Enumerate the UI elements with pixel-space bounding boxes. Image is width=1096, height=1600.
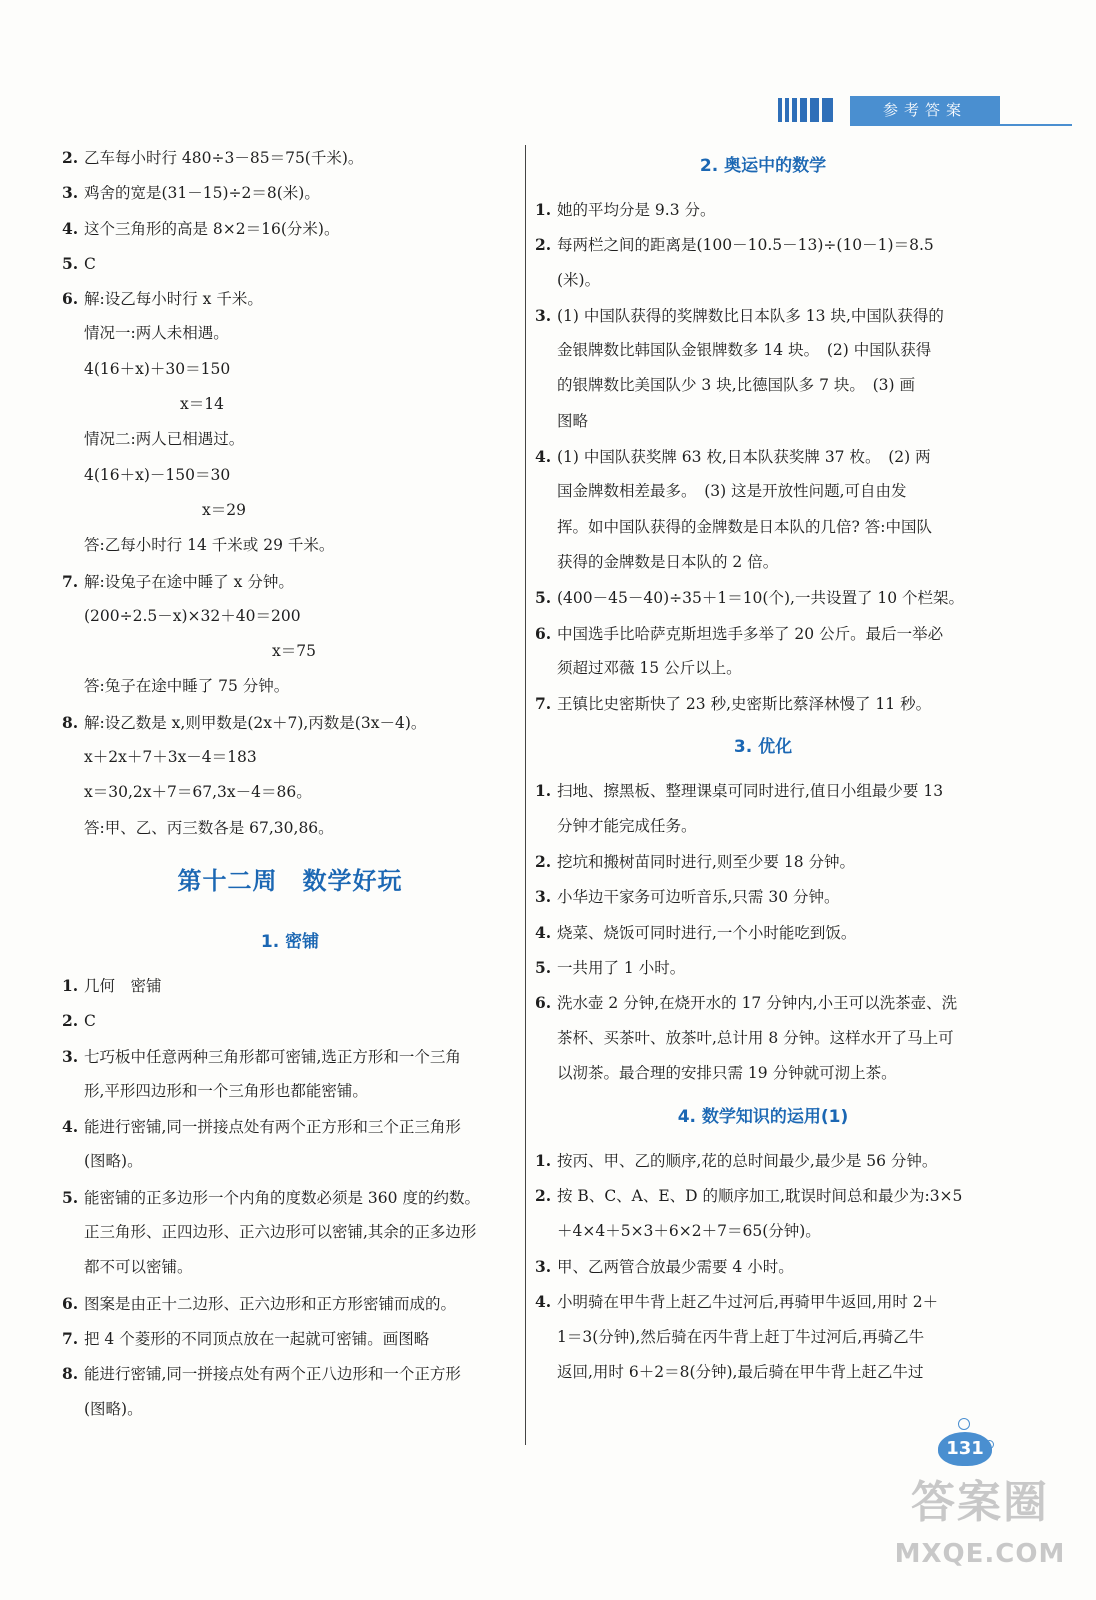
answer-item [62,281,518,316]
answer-line [62,458,518,493]
answer-item [62,968,518,1003]
item-text: 4(16＋x)＋30＝150 [84,359,231,378]
item-text: 她的平均分是 9.3 分。 [557,201,716,219]
item-number: 7. [62,571,79,591]
item-text: 都不可以密铺。 [84,1258,193,1277]
item-number: 2. [535,235,552,255]
item-number: 4. [62,1117,79,1137]
answer-item [62,1003,518,1038]
item-number: 6. [535,993,552,1013]
item-text: 甲、乙两管合放最少需要 4 小时。 [557,1258,794,1277]
answer-line [62,1074,518,1109]
item-text: 国金牌数相差最多。 (3) 这是开放性问题,可自由发 [557,482,907,501]
item-text: 挥。如中国队获得的金牌数是日本队的几倍? 答:中国队 [557,517,932,536]
item-text: 王镇比史密斯快了 23 秒,史密斯比蔡泽林慢了 11 秒。 [557,695,932,714]
answer-line [535,1320,991,1355]
item-number: 1. [535,1151,552,1171]
header-label: 参考答案 [850,96,1000,124]
item-number: 5. [535,588,552,608]
left-column [62,140,518,1427]
item-number: 7. [62,1328,79,1348]
answer-line [535,1355,991,1390]
answer-item [62,1109,518,1144]
answer-item [535,1178,991,1213]
answer-item [535,192,991,227]
item-text: 的银牌数比美国队少 3 块,比德国队多 7 块。 (3) 画 [557,376,915,395]
item-number: 1. [535,781,552,801]
answer-line [535,809,991,844]
right-column [535,140,991,1390]
item-text: x＝75 [272,642,316,661]
answer-line [535,474,991,509]
answer-item [62,1180,518,1215]
item-text: x＝29 [202,500,246,519]
item-number: 1. [535,200,552,219]
item-text: 乙车每小时行 480÷3－85＝75(千米)。 [84,149,364,167]
item-number: 8. [62,712,79,732]
item-text: C [84,1012,96,1031]
answer-line [62,775,518,810]
item-number: 5. [62,253,79,273]
item-number: 8. [62,1364,79,1384]
item-text: (400－45－40)÷35＋1＝10(个),一共设置了 10 个栏架。 [557,589,965,608]
item-text: 解:设乙数是 x,则甲数是(2x＋7),丙数是(3x－4)。 [84,713,427,732]
item-number: 3. [62,1046,79,1066]
bubble-icon [958,1418,970,1430]
item-text: 鸡舍的宽是(31－15)÷2＝8(米)。 [84,184,320,203]
answer-line [535,368,991,403]
item-text: 情况二:两人已相遇过。 [84,430,245,449]
answer-item [535,580,991,615]
answer-item [535,1284,991,1319]
answer-line [535,1056,991,1091]
item-text: 按丙、甲、乙的顺序,花的总时间最少,最少是 56 分钟。 [557,1152,938,1171]
item-text: 形,平形四边形和一个三角形也都能密铺。 [84,1081,368,1100]
item-text: ＋4×4＋5×3＋6×2＋7＝65(分钟)。 [557,1221,821,1240]
item-text: 返回,用时 6＋2＝8(分钟),最后骑在甲牛背上赶乙牛过 [557,1362,924,1381]
header-stripes [778,98,833,122]
answer-line [62,669,518,704]
answer-line [535,545,991,580]
item-text: (1) 中国队获得的奖牌数比日本队多 13 块,中国队获得的 [557,306,944,325]
page-number: 131 [938,1432,992,1466]
answer-line [62,1250,518,1285]
item-text: 情况一:两人未相遇。 [84,324,229,343]
answer-line [535,651,991,686]
answer-line [62,387,518,422]
answer-line [62,740,518,775]
answer-item [535,773,991,808]
item-text: 七巧板中任意两种三角形都可密铺,选正方形和一个三角 [84,1047,461,1066]
item-text: 中国选手比哈萨克斯坦选手多举了 20 公斤。最后一举必 [557,624,944,643]
answer-line [62,634,518,669]
item-text: 把 4 个菱形的不同顶点放在一起就可密铺。画图略 [84,1329,430,1348]
item-text: 获得的金牌数是日本队的 2 倍。 [557,552,779,571]
item-text: 金银牌数比韩国队金银牌数多 14 块。 (2) 中国队获得 [557,341,932,360]
answer-item [62,246,518,281]
answer-line [535,1021,991,1056]
answer-item [535,915,991,950]
answer-line [535,510,991,545]
answer-item [62,564,518,599]
answer-item [62,1286,518,1321]
item-text: 解:设兔子在途中睡了 x 分钟。 [84,572,294,591]
answer-item [535,1143,991,1178]
item-text: x＋2x＋7＋3x－4＝183 [84,748,257,767]
answer-item [62,140,518,175]
item-text: 挖坑和搬树苗同时进行,则至少要 18 分钟。 [557,853,856,872]
answer-line [62,1392,518,1427]
item-text: 答:兔子在途中睡了 75 分钟。 [84,677,290,696]
page-header [778,96,1008,124]
item-number: 3. [535,1257,552,1277]
item-text: 茶杯、买茶叶、放茶叶,总计用 8 分钟。这样水开了马上可 [557,1028,954,1047]
item-text: 答:甲、乙、丙三数各是 67,30,86。 [84,818,334,837]
answer-line [62,599,518,634]
item-text: (米)。 [557,270,601,289]
item-number: 2. [62,1011,79,1031]
item-text: (200÷2.5－x)×32＋40＝200 [84,606,301,625]
item-number: 7. [535,694,552,714]
answer-item [62,1321,518,1356]
answer-line [62,528,518,563]
item-text: 按 B、C、A、E、D 的顺序加工,耽误时间总和最少为:3×5 [557,1187,963,1206]
item-number: 3. [62,183,79,203]
answer-item [62,1356,518,1391]
item-text: 须超过邓薇 15 公斤以上。 [557,658,742,677]
watermark-logo: 答案圈 [911,1477,1049,1528]
answer-item [62,211,518,246]
answer-line [62,422,518,457]
item-text: 正三角形、正四边形、正六边形可以密铺,其余的正多边形 [84,1223,477,1242]
answer-item [535,616,991,651]
answer-item [535,439,991,474]
answer-line [535,333,991,368]
item-number: 6. [62,1293,79,1313]
answer-line [62,1144,518,1179]
answer-item [535,985,991,1020]
item-text: (图略)。 [84,1399,143,1418]
item-number: 3. [535,305,552,325]
item-text: 几何 密铺 [84,976,162,995]
section-title: 1. 密铺 [260,931,320,952]
answer-line [62,1215,518,1250]
item-text: 洗水壶 2 分钟,在烧开水的 17 分钟内,小王可以洗茶壶、洗 [557,994,958,1013]
item-text: 能进行密铺,同一拼接点处有两个正方形和三个正三角形 [84,1118,461,1137]
answer-item [535,298,991,333]
item-text: 1＝3(分钟),然后骑在丙牛背上赶丁牛过河后,再骑乙牛 [557,1327,925,1346]
item-number: 5. [62,1187,79,1207]
answer-item [535,1249,991,1284]
answer-item [535,227,991,262]
header-rule [850,124,1072,126]
item-text: 小明骑在甲牛背上赶乙牛过河后,再骑甲牛返回,用时 2＋ [557,1293,939,1312]
item-text: 4(16＋x)－150＝30 [84,465,231,484]
item-text: 小华边干家务可边听音乐,只需 30 分钟。 [557,888,840,907]
answer-item [535,686,991,721]
answer-line [62,316,518,351]
item-text: 图案是由正十二边形、正六边形和正方形密铺而成的。 [84,1294,457,1313]
item-text: 以沏茶。最合理的安排只需 19 分钟就可沏上茶。 [557,1063,897,1082]
week-title: 第十二周 数学好玩 [177,866,403,895]
answer-item [62,175,518,210]
answer-item [62,1039,518,1074]
answer-line [62,352,518,387]
answer-line [535,263,991,298]
section-title: 3. 优化 [733,737,793,758]
item-number: 2. [62,148,79,167]
item-number: 3. [535,887,552,907]
item-text: 答:乙每小时行 14 千米或 29 千米。 [84,536,335,555]
watermark [880,1470,1080,1590]
answer-line [62,811,518,846]
item-text: 能密铺的正多边形一个内角的度数必须是 360 度的约数。 [84,1188,480,1207]
item-text: 图略 [557,411,589,430]
item-text: (1) 中国队获奖牌 63 枚,日本队获奖牌 37 枚。 (2) 两 [557,448,931,467]
item-number: 2. [535,852,552,872]
answer-line [62,493,518,528]
item-number: 6. [535,623,552,643]
item-text: 扫地、擦黑板、整理课桌可同时进行,值日小组最少要 13 [557,782,944,801]
answer-item [535,844,991,879]
item-number: 5. [535,957,552,977]
item-number: 4. [535,447,552,467]
answer-item [535,950,991,985]
answer-item [535,879,991,914]
item-text: C [84,254,96,273]
column-divider [525,145,526,1445]
answer-item [62,705,518,740]
item-text: 能进行密铺,同一拼接点处有两个正八边形和一个正方形 [84,1365,461,1384]
item-number: 4. [535,922,552,942]
item-text: 这个三角形的高是 8×2＝16(分米)。 [84,219,340,238]
item-text: x＝30,2x＋7＝67,3x－4＝86。 [84,783,312,802]
item-text: 一共用了 1 小时。 [557,958,686,977]
item-text: x＝14 [180,395,224,414]
item-number: 1. [62,975,79,995]
answer-line [535,1214,991,1249]
item-text: 每两栏之间的距离是(100－10.5－13)÷(10－1)＝8.5 [557,236,934,255]
item-number: 6. [62,289,79,309]
section-title: 4. 数学知识的运用(1) [677,1107,849,1128]
item-number: 4. [62,218,79,238]
item-number: 2. [535,1186,552,1206]
section-title: 2. 奥运中的数学 [699,156,827,176]
item-number: 4. [535,1292,552,1312]
item-text: 烧菜、烧饭可同时进行,一个小时能吃到饭。 [557,923,857,942]
item-text: 分钟才能完成任务。 [557,816,697,835]
answer-line [535,404,991,439]
item-text: 解:设乙每小时行 x 千米。 [84,290,263,309]
watermark-url: MXQE.COM [894,1539,1066,1569]
item-text: (图略)。 [84,1152,143,1171]
